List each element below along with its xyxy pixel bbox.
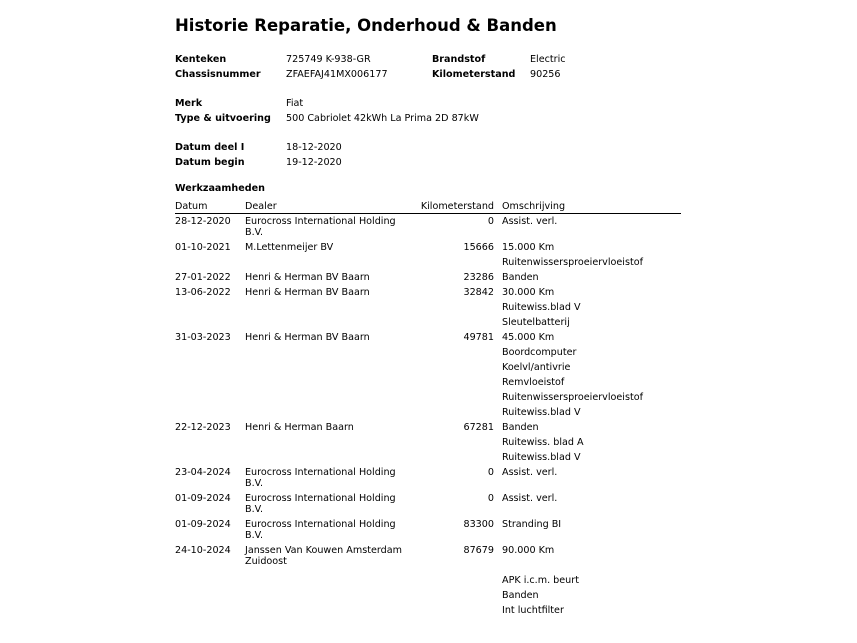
row-dealer: Eurocross International Holding B.V. (245, 467, 396, 489)
row-dealer: Henri & Herman BV Baarn (245, 272, 370, 283)
kenteken-value: 725749 K-938-GR (286, 54, 371, 65)
header-omschrijving: Omschrijving (502, 201, 566, 212)
row-omschrijving: Ruitenwissersproeiervloeistof (502, 392, 643, 403)
row-dealer: M.Lettenmeijer BV (245, 242, 334, 253)
header-rule (175, 213, 681, 214)
row-omschrijving: 45.000 Km (502, 332, 555, 343)
row-datum: 22-12-2023 (175, 422, 231, 433)
row-omschrijving: Assist. verl. (502, 467, 558, 478)
kenteken-label: Kenteken (175, 54, 227, 65)
row-datum: 01-10-2021 (175, 242, 231, 253)
row-omschrijving: Banden (502, 422, 539, 433)
merk-value: Fiat (286, 98, 304, 109)
row-datum: 01-09-2024 (175, 493, 231, 504)
table-row (0, 242, 857, 272)
row-omschrijving: Ruitewiss.blad V (502, 302, 581, 313)
row-omschrijving: Koelvl/antivrie (502, 362, 571, 373)
row-kilometerstand: 15666 (463, 242, 494, 253)
row-omschrijving: Banden (502, 590, 539, 601)
row-dealer: Janssen Van Kouwen Amsterdam Zuidoost (245, 545, 402, 567)
brandstof-value: Electric (530, 54, 566, 65)
row-omschrijving: Stranding BI (502, 519, 562, 530)
row-datum: 28-12-2020 (175, 216, 231, 227)
datum-deel-value: 18-12-2020 (286, 142, 342, 153)
row-omschrijving: Remvloeistof (502, 377, 565, 388)
type-value: 500 Cabriolet 42kWh La Prima 2D 87kW (286, 113, 479, 124)
row-kilometerstand: 0 (487, 467, 494, 478)
row-dealer: Henri & Herman BV Baarn (245, 287, 370, 298)
table-row (0, 422, 857, 467)
kilometerstand-value: 90256 (530, 69, 561, 80)
row-omschrijving: Ruitewiss.blad V (502, 452, 581, 463)
row-omschrijving: Banden (502, 272, 539, 283)
row-dealer: Eurocross International Holding B.V. (245, 519, 396, 541)
row-kilometerstand: 0 (487, 493, 494, 504)
header-kilometerstand: Kilometerstand (420, 201, 494, 212)
table-row (0, 545, 857, 620)
row-dealer: Henri & Herman BV Baarn (245, 332, 370, 343)
table-row (0, 216, 857, 242)
row-omschrijving: 90.000 Km (502, 545, 555, 556)
row-kilometerstand: 83300 (463, 519, 494, 530)
row-dealer: Eurocross International Holding B.V. (245, 493, 396, 515)
row-kilometerstand: 49781 (463, 332, 494, 343)
chassis-label: Chassisnummer (175, 69, 261, 80)
row-datum: 24-10-2024 (175, 545, 231, 556)
datum-begin-value: 19-12-2020 (286, 157, 342, 168)
datum-deel-label: Datum deel I (175, 142, 245, 153)
row-omschrijving: APK i.c.m. beurt (502, 575, 579, 586)
row-datum: 23-04-2024 (175, 467, 231, 478)
row-omschrijving: Ruitewiss.blad V (502, 407, 581, 418)
werkzaamheden-table (0, 216, 857, 620)
row-dealer: Eurocross International Holding B.V. (245, 216, 396, 238)
row-omschrijving: Boordcomputer (502, 347, 577, 358)
row-omschrijving: Ruitenwissersproeiervloeistof (502, 257, 643, 268)
table-row (0, 272, 857, 287)
row-omschrijving: 30.000 Km (502, 287, 555, 298)
row-dealer: Henri & Herman Baarn (245, 422, 354, 433)
table-row (0, 493, 857, 519)
header-datum: Datum (175, 201, 208, 212)
row-kilometerstand: 32842 (463, 287, 494, 298)
werkzaamheden-title: Werkzaamheden (175, 183, 265, 194)
table-row (0, 287, 857, 332)
row-omschrijving: Sleutelbatterij (502, 317, 570, 328)
chassis-value: ZFAEFAJ41MX006177 (286, 69, 388, 80)
row-datum: 27-01-2022 (175, 272, 231, 283)
row-datum: 31-03-2023 (175, 332, 231, 343)
row-kilometerstand: 23286 (463, 272, 494, 283)
header-dealer: Dealer (245, 201, 277, 212)
row-datum: 13-06-2022 (175, 287, 231, 298)
row-omschrijving: Assist. verl. (502, 493, 558, 504)
brandstof-label: Brandstof (432, 54, 486, 65)
page-title: Historie Reparatie, Onderhoud & Banden (175, 16, 557, 35)
row-omschrijving: Assist. verl. (502, 216, 558, 227)
datum-begin-label: Datum begin (175, 157, 245, 168)
table-row (0, 467, 857, 493)
row-omschrijving: 15.000 Km (502, 242, 555, 253)
merk-label: Merk (175, 98, 203, 109)
table-row (0, 332, 857, 422)
type-label: Type & uitvoering (175, 113, 271, 124)
row-omschrijving: Int luchtfilter (502, 605, 564, 616)
row-kilometerstand: 0 (487, 216, 494, 227)
row-kilometerstand: 67281 (463, 422, 494, 433)
row-kilometerstand: 87679 (463, 545, 494, 556)
row-datum: 01-09-2024 (175, 519, 231, 530)
table-row (0, 519, 857, 545)
row-omschrijving: Ruitewiss. blad A (502, 437, 584, 448)
kilometerstand-label: Kilometerstand (432, 69, 516, 80)
